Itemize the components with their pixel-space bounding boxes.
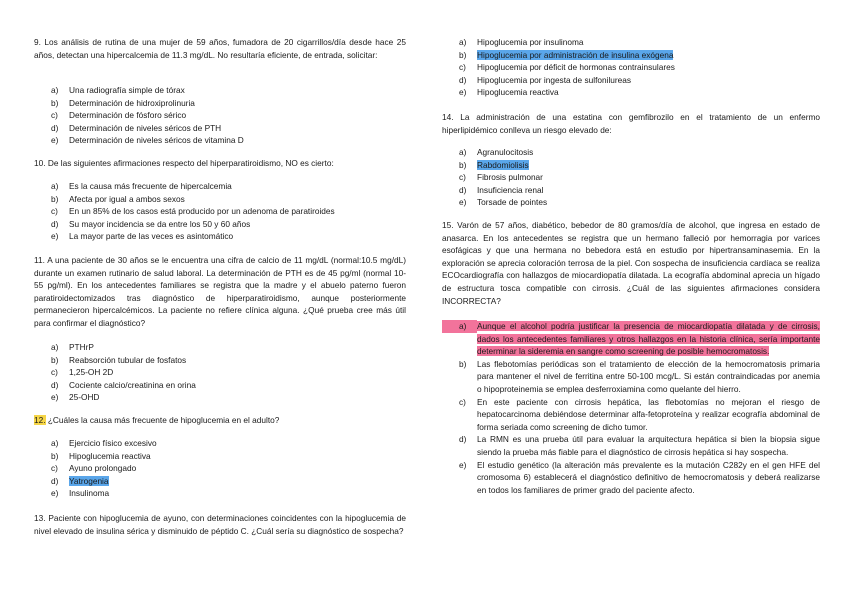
option-text: Cociente calcio/creatinina en orina xyxy=(69,379,196,390)
option-text: El estudio genético (la alteración más prevalente es la mutación C282y en el gen HFE del cromosoma 6) establecerá el diagnóstico definitivo de hemocromatosis y deberá realizarse en todos los familiares de primer grado del paciente afecto. xyxy=(477,459,820,495)
question-text: 9. Los análisis de rutina de una mujer de 59 años, fumadora de 20 cigarrillos/día desde hace 25 años, detectan una hipercalcemia de 11.3 mg/dL. No resultaría eficiente, de entrada, solicitar: xyxy=(34,37,406,60)
option-text xyxy=(477,49,820,62)
question-text: 10. De las siguientes afirmaciones respecto del hiperparatiroidismo, NO es cierto: xyxy=(34,158,334,168)
option-letter: b) xyxy=(51,354,59,365)
option[interactable] xyxy=(442,171,820,184)
highlighted-answer: Aunque el alcohol podría justificar la presencia de miocardiopatía dilatada y de cirrosis, dados los antecedentes familiares y otros hallazgos en la historia clínica, sería importante determinar la sideremia en sangre como screening de posible hemocromatosis. xyxy=(477,321,820,357)
option-letter: c) xyxy=(51,110,58,121)
option[interactable] xyxy=(34,134,406,147)
options-q11 xyxy=(34,341,406,404)
option-text: La RMN es una prueba útil para evaluar la arquitectura hepática si bien la biopsia sigue siendo la prueba más fiable para el diagnóstico de cirrosis hepática si hay sospecha. xyxy=(477,434,820,457)
option-text: Fibrosis pulmonar xyxy=(477,172,543,183)
option-text: Determinación de niveles séricos de PTH xyxy=(69,122,222,133)
option-text: Determinación de fósforo sérico xyxy=(69,110,187,121)
question-text: 14. La administración de una estatina con gemfibrozilo en el tratamiento de un enfermo hiperlipidémico conlleva un riesgo elevado de: xyxy=(442,112,820,135)
option-text: Una radiografía simple de tórax xyxy=(69,85,185,95)
question-body: ¿Cuáles la causa más frecuente de hipoglucemia en el adulto? xyxy=(45,415,280,425)
option[interactable] xyxy=(442,396,820,434)
option-letter: e) xyxy=(51,488,59,499)
option-letter: c) xyxy=(51,206,58,217)
option-letter: c) xyxy=(459,396,466,407)
option-text xyxy=(477,320,820,358)
option-text: Torsade de pointes xyxy=(477,197,548,208)
option-text: 1,25-OH 2D xyxy=(69,367,114,378)
option-letter: a) xyxy=(51,181,59,191)
option-text: Hipoglucemia por ingesta de sulfonilureas xyxy=(477,74,632,85)
option-letter: e) xyxy=(459,197,467,208)
option-text: Insulinoma xyxy=(69,488,110,499)
question-10 xyxy=(34,157,406,170)
option[interactable] xyxy=(34,391,406,404)
question-text: 13. Paciente con hipoglucemia de ayuno, con determinaciones coincidentes con la hipoglucemia de nivel elevado de insulina sérica y disminuido de péptido C. ¿Cuál sería su diagnóstico de sospecha? xyxy=(34,513,406,536)
option[interactable] xyxy=(34,122,406,135)
option-text: Agranulocitosis xyxy=(477,147,534,157)
option-letter: e) xyxy=(51,231,59,242)
option-letter: a) xyxy=(442,320,477,333)
option-letter: b) xyxy=(51,193,59,204)
option-letter: a) xyxy=(51,85,59,95)
option[interactable] xyxy=(34,180,406,193)
options-q10 xyxy=(34,180,406,243)
option-letter: e) xyxy=(459,459,467,470)
option-text: Ejercicio físico excesivo xyxy=(69,438,157,448)
question-11 xyxy=(34,254,406,330)
option-text: En un 85% de los casos está producido por un adenoma de paratiroides xyxy=(69,206,335,217)
option-letter: b) xyxy=(51,450,59,461)
option-text: Insuficiencia renal xyxy=(477,184,544,195)
option-letter: a) xyxy=(459,37,467,47)
option-text: Su mayor incidencia se da entre los 50 y 60 años xyxy=(69,218,251,229)
option-letter: d) xyxy=(51,379,59,390)
option-selected[interactable] xyxy=(442,320,820,358)
option[interactable] xyxy=(34,205,406,218)
option[interactable] xyxy=(442,433,820,458)
question-number: 12. xyxy=(34,415,46,425)
option[interactable] xyxy=(34,487,406,500)
option-text: Determinación de niveles séricos de vitamina D xyxy=(69,135,244,146)
question-14 xyxy=(442,111,820,136)
option[interactable] xyxy=(442,146,820,159)
option-text xyxy=(69,475,406,488)
question-12 xyxy=(34,414,406,427)
option-selected[interactable] xyxy=(34,475,406,488)
option-text: La mayor parte de las veces es asintomático xyxy=(69,231,234,242)
option[interactable] xyxy=(442,61,820,74)
option[interactable] xyxy=(34,97,406,110)
option[interactable] xyxy=(34,366,406,379)
option-text: PTHrP xyxy=(69,342,94,352)
option-letter: c) xyxy=(459,172,466,183)
option[interactable] xyxy=(34,218,406,231)
option-letter: a) xyxy=(51,342,59,352)
option-letter: b) xyxy=(459,159,467,170)
option[interactable] xyxy=(442,36,820,49)
option-letter: a) xyxy=(51,438,59,448)
option-letter: d) xyxy=(459,184,467,195)
option[interactable] xyxy=(442,184,820,197)
option-letter: a) xyxy=(459,147,467,157)
option-letter: b) xyxy=(459,358,467,369)
question-text xyxy=(34,414,406,427)
option-text: Hipoglucemia reactiva xyxy=(69,450,151,461)
option-letter: c) xyxy=(459,62,466,73)
option-text: Hipoglucemia por insulinoma xyxy=(477,37,584,47)
option-letter: d) xyxy=(51,475,59,486)
option[interactable] xyxy=(34,437,406,450)
question-15 xyxy=(442,219,820,307)
option-letter: c) xyxy=(51,367,58,378)
option-letter: e) xyxy=(51,135,59,146)
option[interactable] xyxy=(442,74,820,87)
highlighted-answer: Yatrogenia xyxy=(69,475,109,486)
option-text: Es la causa más frecuente de hipercalcemia xyxy=(69,181,232,191)
option[interactable] xyxy=(34,450,406,463)
options-q14 xyxy=(442,146,820,209)
question-13 xyxy=(34,512,406,537)
option-text: En este paciente con cirrosis hepática, las flebotomías no mejoran el riesgo de hepatocarcinoma debiéndose determinar alfa-fetoproteína y realizar ecografía abdominal de forma seriada como screening de dicho tumor. xyxy=(477,396,820,432)
question-9 xyxy=(34,36,406,61)
option-text: Ayuno prolongado xyxy=(69,463,137,474)
option-text: 25-OHD xyxy=(69,392,100,403)
option-text: Hipoglucemia por déficit de hormonas contrainsulares xyxy=(477,62,675,73)
option-selected[interactable] xyxy=(442,159,820,172)
option[interactable] xyxy=(442,86,820,99)
option-letter: d) xyxy=(459,74,467,85)
option-text: Las flebotomías periódicas son el tratamiento de elección de la hemocromatosis primaria para mantener el nivel de ferritina entre 50-100 mcg/L. Si están contraindicadas por anemia o hipoproteinemia se emplea desferroxiamina como quelante del hierro. xyxy=(477,358,820,394)
option[interactable] xyxy=(442,196,820,209)
options-q12 xyxy=(34,437,406,500)
option-letter: b) xyxy=(459,49,467,60)
option[interactable] xyxy=(442,459,820,497)
option-selected[interactable] xyxy=(442,49,820,62)
option-text: Reabsorción tubular de fosfatos xyxy=(69,354,187,365)
highlighted-answer: Rabdomiolisis xyxy=(477,159,529,170)
option-letter: d) xyxy=(51,122,59,133)
option[interactable] xyxy=(442,358,820,396)
question-text: 15. Varón de 57 años, diabético, bebedor de 80 gramos/día de alcohol, que ingresa en estado de anasarca. En los antecedentes se registra que un hermano falleció por hemorragia por varices esofágicas y que una hermana no bebedora está en estudio por hipertransaminasemia. En la exploración se aprecia coloración terrosa de la piel. Con sospecha de insuficiencia cardíaca se realiza ECOcardiografía con hallazgos de miocardiopatía dilatada. La ecografía abdominal aprecia un hígado de estructura tosca compatible con cirrosis. ¿Cuál de las siguientes afirmaciones considera INCORRECTA? xyxy=(442,220,820,306)
option-text xyxy=(477,159,820,172)
options-q9 xyxy=(34,84,406,147)
option[interactable] xyxy=(34,462,406,475)
option-letter: c) xyxy=(51,463,58,474)
option-letter: d) xyxy=(459,434,467,445)
options-q13 xyxy=(442,36,820,99)
option-letter: e) xyxy=(459,87,467,98)
option-letter: b) xyxy=(51,97,59,108)
option[interactable] xyxy=(34,354,406,367)
option-text: Determinación de hidroxiprolinuria xyxy=(69,97,195,108)
question-text: 11. A una paciente de 30 años se le encuentra una cifra de calcio de 11 mg/dL (normal:10.5 mg/dL) durante un examen rutinario de salud laboral. La determinación de PTH es de 45 pg/ml (normal 10-55 pg/ml). En los antecedentes familiares se registra que la madre y el abuelo paterno fueron paratiroidectomizados tras diagnóstico de hiperparatiroidismo, aunque posteriormente permanecieron hipercalcémicos. La paciente no refiere clínica alguna. ¿Qué prueba cree más útil para confirmar el diagnóstico? xyxy=(34,255,406,328)
option[interactable] xyxy=(34,109,406,122)
option[interactable] xyxy=(34,193,406,206)
option-text: Hipoglucemia reactiva xyxy=(477,87,559,98)
option-letter: d) xyxy=(51,218,59,229)
option-text: Afecta por igual a ambos sexos xyxy=(69,193,185,204)
option[interactable] xyxy=(34,84,406,97)
option[interactable] xyxy=(34,230,406,243)
option-letter: e) xyxy=(51,392,59,403)
options-q15 xyxy=(442,320,820,496)
option[interactable] xyxy=(34,341,406,354)
highlighted-answer: Hipoglucemia por administración de insulina exógena xyxy=(477,49,674,60)
option[interactable] xyxy=(34,379,406,392)
